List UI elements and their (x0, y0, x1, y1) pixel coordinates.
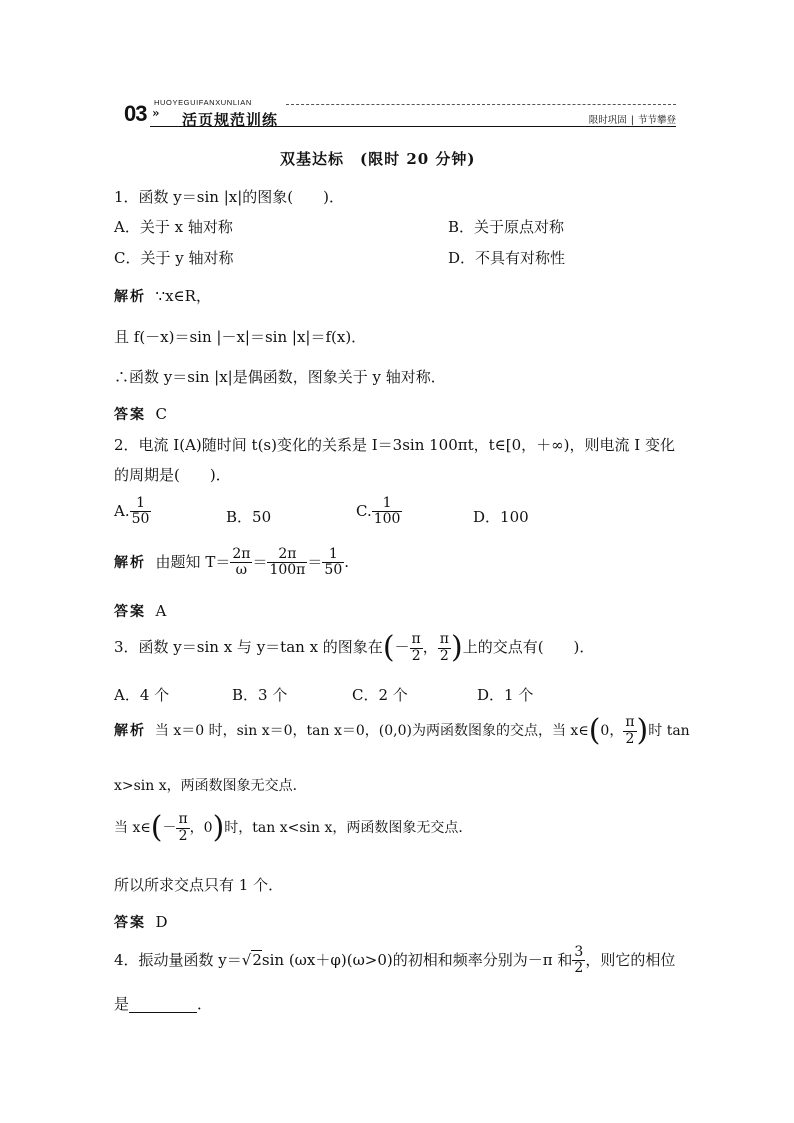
header-dashed-rule (286, 104, 676, 105)
comma: ， (422, 638, 438, 656)
answer-label: 答案 (114, 407, 146, 423)
fraction-denominator: 2 (411, 647, 421, 664)
equals-sign: ＝ (307, 552, 323, 571)
header-title: 活页规范训练 (182, 111, 279, 129)
zero: 0， (600, 723, 624, 739)
q3-analysis-line-1 (114, 713, 690, 749)
fraction-numerator: 1 (372, 496, 403, 512)
q3-option-d: D．1 个 (477, 686, 534, 704)
q2-option-a-fraction (130, 496, 152, 528)
q3-stem-tail: 上的交点有( )． (462, 638, 595, 656)
q2-stem-line-2: 的周期是( )． (114, 466, 231, 484)
q4-stem-line-2 (114, 995, 212, 1013)
left-paren: ( (150, 810, 163, 845)
q3-analysis-line-4: 所以所求交点只有 1 个． (114, 876, 284, 894)
q1-option-d: D．不具有对称性 (448, 249, 566, 267)
q3-analysis-fraction-2 (176, 812, 189, 844)
q1-option-a: A．关于 x 轴对称 (114, 218, 233, 236)
q1-answer (114, 405, 167, 424)
q2-option-a (114, 496, 151, 528)
equals-sign: ＝ (252, 552, 268, 571)
right-paren: ) (450, 630, 463, 665)
q2-option-b: B．50 (226, 508, 272, 526)
fraction-numerator: 1 (130, 496, 152, 512)
fraction-numerator: 2π (267, 547, 307, 563)
header-pinyin: HUOYEGUIFANXUNLIAN (154, 98, 252, 107)
fraction-denominator: 50 (324, 562, 343, 579)
q2-analysis-text: 由题知 T＝ (155, 552, 231, 571)
chevron-icon: » (152, 106, 160, 120)
fraction-numerator: π (411, 631, 421, 648)
analysis-label: 解析 (114, 554, 146, 571)
q1-analysis-text-1: ∵x∈R， (155, 287, 211, 305)
q2-option-d: D．100 (473, 508, 529, 526)
fraction-numerator: 2π (232, 546, 251, 562)
q2-fraction-3 (322, 547, 344, 579)
q2-fraction-1 (230, 547, 252, 579)
header-rule (150, 126, 676, 127)
q3-answer (114, 913, 168, 932)
fraction-denominator: 2 (178, 827, 188, 844)
fraction-denominator: 100 (373, 511, 401, 528)
minus-sign: － (394, 638, 410, 656)
q2-option-c-fraction (372, 496, 403, 528)
fraction-denominator: ω (235, 562, 248, 579)
q2-answer (114, 602, 166, 621)
q2-stem-line-1: 2．电流 I(A)随时间 t(s)变化的关系是 I＝3sin 100πt，t∈[0，＋∞)，则电流 I 变化 (114, 436, 675, 454)
q4-stem-tail: ，则它的相位 (585, 950, 676, 969)
fraction-denominator: 2 (574, 960, 584, 977)
q4-line2-period: ． (197, 995, 213, 1013)
fraction-denominator: 50 (131, 511, 150, 528)
q2-analysis (114, 547, 349, 579)
left-paren: ( (588, 713, 601, 748)
sqrt-value: 2 (252, 950, 262, 969)
header-subtitle-sep: | (630, 115, 634, 126)
q3-answer-value: D (155, 913, 168, 931)
header-subtitle-left: 限时巩固 (588, 115, 627, 126)
q3-analysis-tail-1: 时 tan (648, 723, 690, 739)
q3-analysis-line-2: x>sin x，两函数图象无交点． (114, 778, 307, 794)
fraction-denominator: 100π (269, 562, 306, 579)
left-paren: ( (382, 630, 395, 665)
zero: ，0 (189, 820, 213, 836)
fraction-numerator: π (178, 811, 188, 828)
page-header (118, 98, 676, 130)
q3-stem-text: 3．函数 y＝sin x 与 y＝tan x 的图象在 (114, 638, 383, 656)
sqrt-icon: √ (241, 950, 252, 969)
fraction-numerator: 1 (322, 547, 344, 563)
q4-stem-mid: sin (ωx＋φ)(ω>0)的初相和频率分别为－π 和 (261, 950, 573, 969)
q1-answer-value: C (155, 405, 168, 423)
q3-analysis-text-1: 当 x＝0 时，sin x＝0，tan x＝0，(0,0)为两函数图象的交点，当 x∈ (154, 723, 589, 739)
q3-analysis-line-3 (114, 810, 472, 846)
q4-stem-line-1 (114, 945, 675, 977)
q3-option-a: A．4 个 (114, 686, 170, 704)
q4-stem-text: 4．振动量函数 y＝ (114, 950, 242, 969)
minus-sign: － (162, 820, 177, 836)
answer-blank[interactable] (129, 998, 197, 1013)
q1-option-c: C．关于 y 轴对称 (114, 249, 234, 267)
header-subtitle-right: 节节攀登 (637, 115, 676, 126)
q4-line2-text: 是 (114, 995, 130, 1013)
q3-option-c: C．2 个 (352, 686, 408, 704)
q2-fraction-2 (267, 547, 307, 579)
q2-option-c (356, 496, 402, 528)
q1-analysis-line-1 (114, 287, 211, 306)
q2-option-a-label: A. (114, 501, 130, 520)
q1-option-b: B．关于原点对称 (448, 218, 565, 236)
fraction-numerator: 3 (574, 944, 584, 960)
analysis-label: 解析 (114, 289, 146, 305)
q3-option-b: B．3 个 (232, 686, 288, 704)
q2-answer-value: A (155, 602, 167, 620)
answer-label: 答案 (114, 604, 146, 620)
q3-analysis-text-3: 当 x∈ (114, 820, 151, 836)
q4-fraction (572, 945, 585, 977)
right-paren: ) (212, 810, 225, 845)
section-title: 双基达标 (限时 20 分钟) (280, 150, 476, 168)
chapter-number: 03 (124, 101, 147, 126)
header-subtitle (589, 112, 676, 126)
q3-analysis-tail-3: 时，tan x<sin x，两函数图象无交点． (224, 820, 473, 836)
q1-stem: 1．函数 y＝sin |x|的图象( )． (114, 188, 344, 206)
q3-analysis-fraction-1 (623, 715, 636, 747)
period: . (344, 552, 350, 571)
q3-stem (114, 630, 594, 666)
fraction-denominator: 2 (625, 730, 635, 747)
q1-analysis-line-2: 且 f(－x)＝sin |－x|＝sin |x|＝f(x)． (114, 328, 367, 346)
fraction-numerator: π (439, 631, 449, 648)
fraction-denominator: 2 (439, 647, 449, 664)
q1-analysis-line-3: ∴函数 y＝sin |x|是偶函数，图象关于 y 轴对称． (114, 368, 446, 386)
analysis-label: 解析 (114, 723, 146, 739)
q2-option-c-label: C. (356, 501, 372, 520)
q3-interval-fraction-1 (410, 632, 423, 664)
q3-interval-fraction-2 (438, 632, 451, 664)
right-paren: ) (636, 713, 649, 748)
answer-label: 答案 (114, 915, 146, 931)
fraction-numerator: π (625, 714, 635, 731)
